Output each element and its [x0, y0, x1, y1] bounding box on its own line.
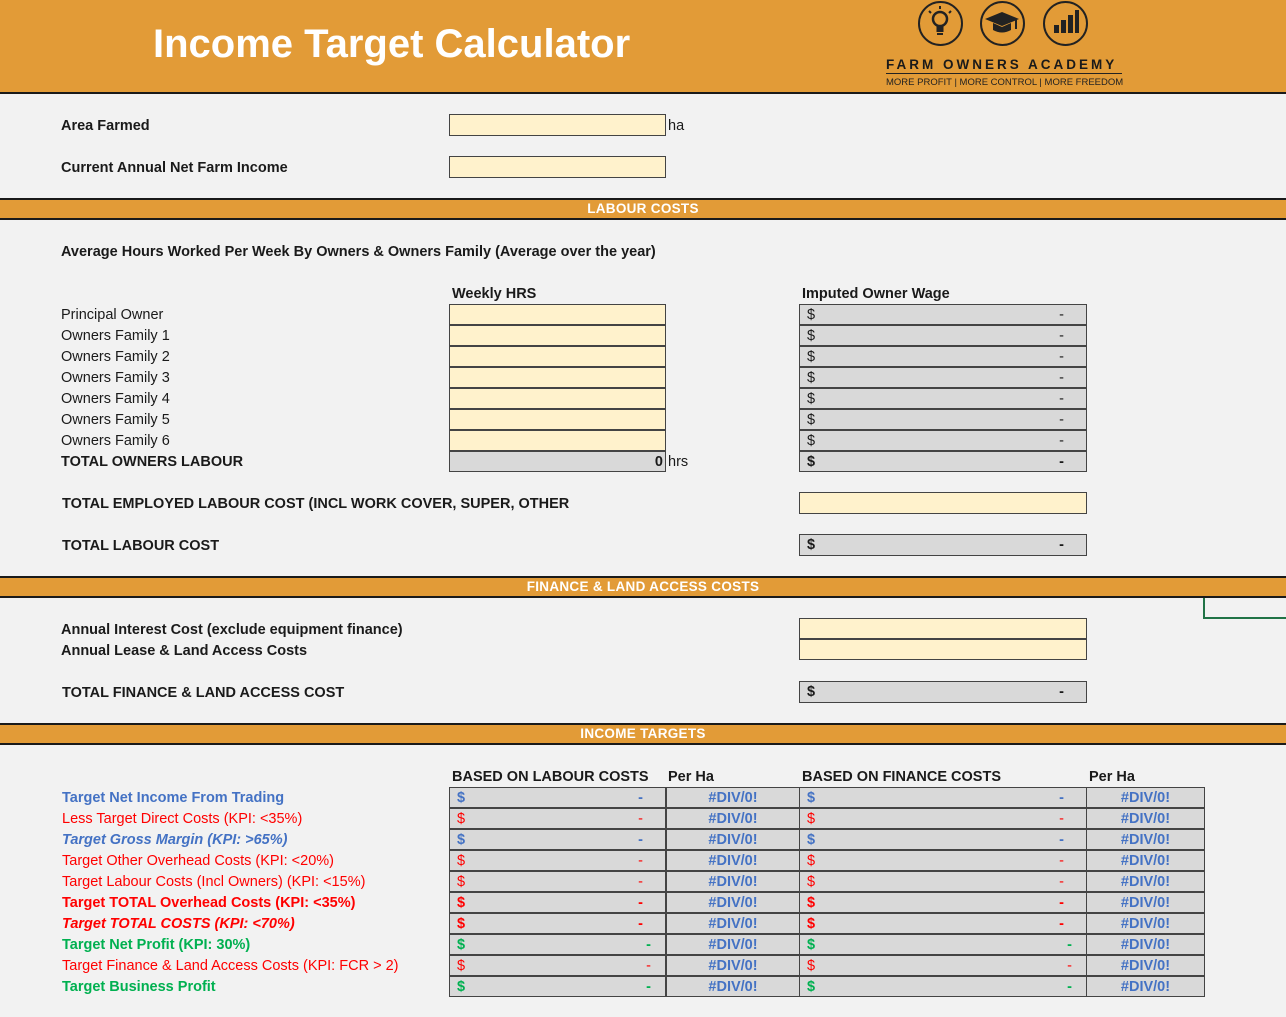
wage-value: - [1059, 370, 1064, 386]
per-ha-header-1: Per Ha [668, 769, 714, 785]
labour-basis-cell [449, 850, 666, 871]
currency-symbol: $ [807, 979, 816, 995]
wage-value: - [1059, 307, 1064, 323]
owner-labour-table [0, 304, 1286, 472]
total-owners-labour-label: TOTAL OWNERS LABOUR [61, 454, 244, 470]
target-row [0, 829, 1286, 850]
labour-basis-value: - [646, 937, 651, 953]
currency-symbol: $ [457, 895, 466, 911]
net-income-input[interactable] [449, 156, 666, 178]
currency-symbol: $ [807, 370, 816, 386]
labour-per-ha-cell: #DIV/0! [666, 871, 800, 892]
labour-row-label: Owners Family 2 [61, 349, 170, 365]
currency-symbol: $ [807, 391, 816, 407]
finance-per-ha-cell: #DIV/0! [1086, 892, 1205, 913]
currency-symbol: $ [807, 684, 816, 700]
labour-row [0, 430, 1286, 451]
currency-symbol: $ [807, 328, 816, 344]
target-row-label: Less Target Direct Costs (KPI: <35%) [62, 811, 303, 827]
currency-symbol: $ [807, 853, 816, 869]
finance-per-ha-cell: #DIV/0! [1086, 808, 1205, 829]
employed-labour-label: TOTAL EMPLOYED LABOUR COST (INCL WORK COVER, SUPER, OTHER [62, 496, 570, 512]
currency-symbol: $ [457, 790, 466, 806]
currency-symbol: $ [807, 895, 816, 911]
lightbulb-icon [918, 1, 963, 46]
lease-cost-input[interactable] [799, 639, 1087, 660]
target-row-label: Target Business Profit [62, 979, 216, 995]
weekly-hours-input[interactable] [449, 325, 666, 346]
total-hours-cell [449, 451, 666, 472]
finance-per-ha-cell: #DIV/0! [1086, 955, 1205, 976]
target-row-label: Target Other Overhead Costs (KPI: <20%) [62, 853, 334, 869]
currency-symbol: $ [807, 537, 816, 553]
weekly-hours-input[interactable] [449, 409, 666, 430]
currency-symbol: $ [807, 937, 816, 953]
labour-basis-value: - [638, 832, 643, 848]
logo-name: FARM OWNERS ACADEMY [886, 57, 1118, 72]
finance-per-ha-cell: #DIV/0! [1086, 850, 1205, 871]
total-owners-labour-row [0, 451, 1286, 472]
labour-row-label: Owners Family 6 [61, 433, 170, 449]
labour-per-ha-cell: #DIV/0! [666, 787, 800, 808]
area-unit-label: ha [668, 118, 685, 134]
labour-basis-cell [449, 976, 666, 997]
finance-basis-cell [799, 892, 1087, 913]
employed-labour-input[interactable] [799, 492, 1087, 514]
net-income-label: Current Annual Net Farm Income [61, 160, 288, 176]
target-row-label: Target TOTAL COSTS (KPI: <70%) [62, 916, 295, 932]
labour-basis-value: - [638, 895, 643, 911]
target-row-label: Target Net Profit (KPI: 30%) [62, 937, 251, 953]
currency-symbol: $ [457, 811, 466, 827]
labour-costs-section-header: LABOUR COSTS [0, 198, 1286, 220]
target-row-label: Target TOTAL Overhead Costs (KPI: <35%) [62, 895, 356, 911]
total-hours-value: 0 [654, 454, 663, 470]
currency-symbol: $ [807, 433, 816, 449]
income-targets-table [0, 787, 1286, 997]
imputed-wage-cell [799, 325, 1087, 346]
labour-per-ha-cell: #DIV/0! [666, 976, 800, 997]
finance-basis-cell [799, 934, 1087, 955]
labour-basis-cell [449, 871, 666, 892]
weekly-hrs-header: Weekly HRS [452, 286, 537, 302]
labour-per-ha-cell: #DIV/0! [666, 955, 800, 976]
target-row-label: Target Net Income From Trading [62, 790, 285, 806]
labour-row [0, 388, 1286, 409]
labour-row [0, 304, 1286, 325]
currency-symbol: $ [807, 832, 816, 848]
target-row [0, 913, 1286, 934]
labour-per-ha-cell: #DIV/0! [666, 850, 800, 871]
hours-unit-label: hrs [668, 454, 689, 470]
labour-per-ha-cell: #DIV/0! [666, 913, 800, 934]
labour-row [0, 409, 1286, 430]
labour-basis-value: - [646, 958, 651, 974]
finance-basis-value: - [1059, 790, 1064, 806]
target-row [0, 892, 1286, 913]
currency-symbol: $ [807, 790, 816, 806]
imputed-wage-cell [799, 430, 1087, 451]
labour-basis-value: - [638, 790, 643, 806]
area-farmed-input[interactable] [449, 114, 666, 136]
labour-row-label: Owners Family 4 [61, 391, 170, 407]
finance-basis-cell [799, 787, 1087, 808]
labour-basis-cell [449, 808, 666, 829]
currency-symbol: $ [807, 454, 816, 470]
total-labour-cost-value: - [1059, 537, 1064, 553]
weekly-hours-input[interactable] [449, 367, 666, 388]
labour-per-ha-cell: #DIV/0! [666, 829, 800, 850]
finance-basis-cell [799, 955, 1087, 976]
total-finance-cell [799, 681, 1087, 703]
wage-value: - [1059, 412, 1064, 428]
finance-basis-value: - [1059, 832, 1064, 848]
target-row [0, 976, 1286, 997]
income-targets-section-header: INCOME TARGETS [0, 723, 1286, 745]
interest-cost-label: Annual Interest Cost (exclude equipment finance) [61, 622, 403, 638]
total-finance-value: - [1059, 684, 1064, 700]
wage-value: - [1059, 433, 1064, 449]
currency-symbol: $ [807, 307, 816, 323]
finance-basis-cell [799, 913, 1087, 934]
labour-row-label: Owners Family 5 [61, 412, 170, 428]
finance-basis-header: BASED ON FINANCE COSTS [802, 769, 1001, 785]
finance-basis-cell [799, 829, 1087, 850]
logo-divider [886, 73, 1122, 74]
finance-per-ha-cell: #DIV/0! [1086, 934, 1205, 955]
currency-symbol: $ [457, 979, 466, 995]
currency-symbol: $ [807, 412, 816, 428]
labour-basis-value: - [638, 811, 643, 827]
labour-basis-cell [449, 913, 666, 934]
finance-basis-cell [799, 850, 1087, 871]
labour-basis-header: BASED ON LABOUR COSTS [452, 769, 649, 785]
labour-basis-value: - [638, 916, 643, 932]
finance-basis-cell [799, 871, 1087, 892]
page-title: Income Target Calculator [153, 22, 631, 66]
currency-symbol: $ [807, 349, 816, 365]
currency-symbol: $ [807, 874, 816, 890]
labour-basis-cell [449, 955, 666, 976]
wage-value: - [1059, 349, 1064, 365]
finance-basis-value: - [1059, 874, 1064, 890]
imputed-wage-cell [799, 409, 1087, 430]
imputed-wage-cell [799, 367, 1087, 388]
labour-per-ha-cell: #DIV/0! [666, 934, 800, 955]
target-row [0, 934, 1286, 955]
finance-per-ha-cell: #DIV/0! [1086, 913, 1205, 934]
target-row [0, 955, 1286, 976]
currency-symbol: $ [457, 832, 466, 848]
labour-basis-cell [449, 829, 666, 850]
finance-basis-value: - [1067, 979, 1072, 995]
labour-row [0, 325, 1286, 346]
currency-symbol: $ [457, 937, 466, 953]
finance-basis-value: - [1059, 853, 1064, 869]
total-labour-cost-cell [799, 534, 1087, 556]
labour-basis-cell [449, 787, 666, 808]
lease-cost-label: Annual Lease & Land Access Costs [61, 643, 308, 659]
target-row [0, 850, 1286, 871]
labour-basis-value: - [638, 853, 643, 869]
currency-symbol: $ [457, 958, 466, 974]
area-farmed-label: Area Farmed [61, 118, 150, 134]
labour-subtitle: Average Hours Worked Per Week By Owners & Owners Family (Average over the year) [61, 244, 656, 260]
currency-symbol: $ [457, 853, 466, 869]
labour-per-ha-cell: #DIV/0! [666, 892, 800, 913]
target-row-label: Target Labour Costs (Incl Owners) (KPI: <15%) [62, 874, 366, 890]
finance-basis-cell [799, 976, 1087, 997]
cell-selection-indicator[interactable] [1203, 598, 1286, 619]
finance-basis-value: - [1059, 895, 1064, 911]
currency-symbol: $ [457, 916, 466, 932]
imputed-wage-cell [799, 304, 1087, 325]
labour-row-label: Owners Family 1 [61, 328, 170, 344]
labour-row-label: Owners Family 3 [61, 370, 170, 386]
finance-per-ha-cell: #DIV/0! [1086, 976, 1205, 997]
target-row [0, 808, 1286, 829]
finance-per-ha-cell: #DIV/0! [1086, 871, 1205, 892]
total-wage-cell [799, 451, 1087, 472]
currency-symbol: $ [807, 811, 816, 827]
target-row [0, 871, 1286, 892]
labour-basis-value: - [638, 874, 643, 890]
labour-per-ha-cell: #DIV/0! [666, 808, 800, 829]
finance-per-ha-cell: #DIV/0! [1086, 787, 1205, 808]
total-wage-value: - [1059, 454, 1064, 470]
labour-row-label: Principal Owner [61, 307, 164, 323]
finance-basis-value: - [1067, 958, 1072, 974]
weekly-hours-input[interactable] [449, 430, 666, 451]
currency-symbol: $ [807, 958, 816, 974]
logo-tagline: MORE PROFIT | MORE CONTROL | MORE FREEDOM [886, 77, 1124, 88]
finance-section-header: FINANCE & LAND ACCESS COSTS [0, 576, 1286, 598]
interest-cost-input[interactable] [799, 618, 1087, 639]
weekly-hours-input[interactable] [449, 388, 666, 409]
currency-symbol: $ [457, 874, 466, 890]
wage-value: - [1059, 328, 1064, 344]
finance-basis-value: - [1059, 916, 1064, 932]
target-row [0, 787, 1286, 808]
finance-per-ha-cell: #DIV/0! [1086, 829, 1205, 850]
imputed-wage-cell [799, 388, 1087, 409]
finance-basis-cell [799, 808, 1087, 829]
labour-row [0, 346, 1286, 367]
currency-symbol: $ [807, 916, 816, 932]
wage-value: - [1059, 391, 1064, 407]
imputed-wage-cell [799, 346, 1087, 367]
imputed-wage-header: Imputed Owner Wage [802, 286, 950, 302]
labour-basis-cell [449, 892, 666, 913]
bar-chart-icon [1043, 1, 1088, 46]
labour-basis-cell [449, 934, 666, 955]
per-ha-header-2: Per Ha [1089, 769, 1135, 785]
weekly-hours-input[interactable] [449, 304, 666, 325]
finance-basis-value: - [1059, 811, 1064, 827]
finance-basis-value: - [1067, 937, 1072, 953]
labour-row [0, 367, 1286, 388]
weekly-hours-input[interactable] [449, 346, 666, 367]
target-row-label: Target Gross Margin (KPI: >65%) [62, 832, 288, 848]
graduation-cap-icon [980, 1, 1025, 46]
labour-basis-value: - [646, 979, 651, 995]
total-labour-cost-label: TOTAL LABOUR COST [62, 538, 220, 554]
total-finance-label: TOTAL FINANCE & LAND ACCESS COST [62, 685, 345, 701]
target-row-label: Target Finance & Land Access Costs (KPI: FCR > 2) [62, 958, 399, 974]
